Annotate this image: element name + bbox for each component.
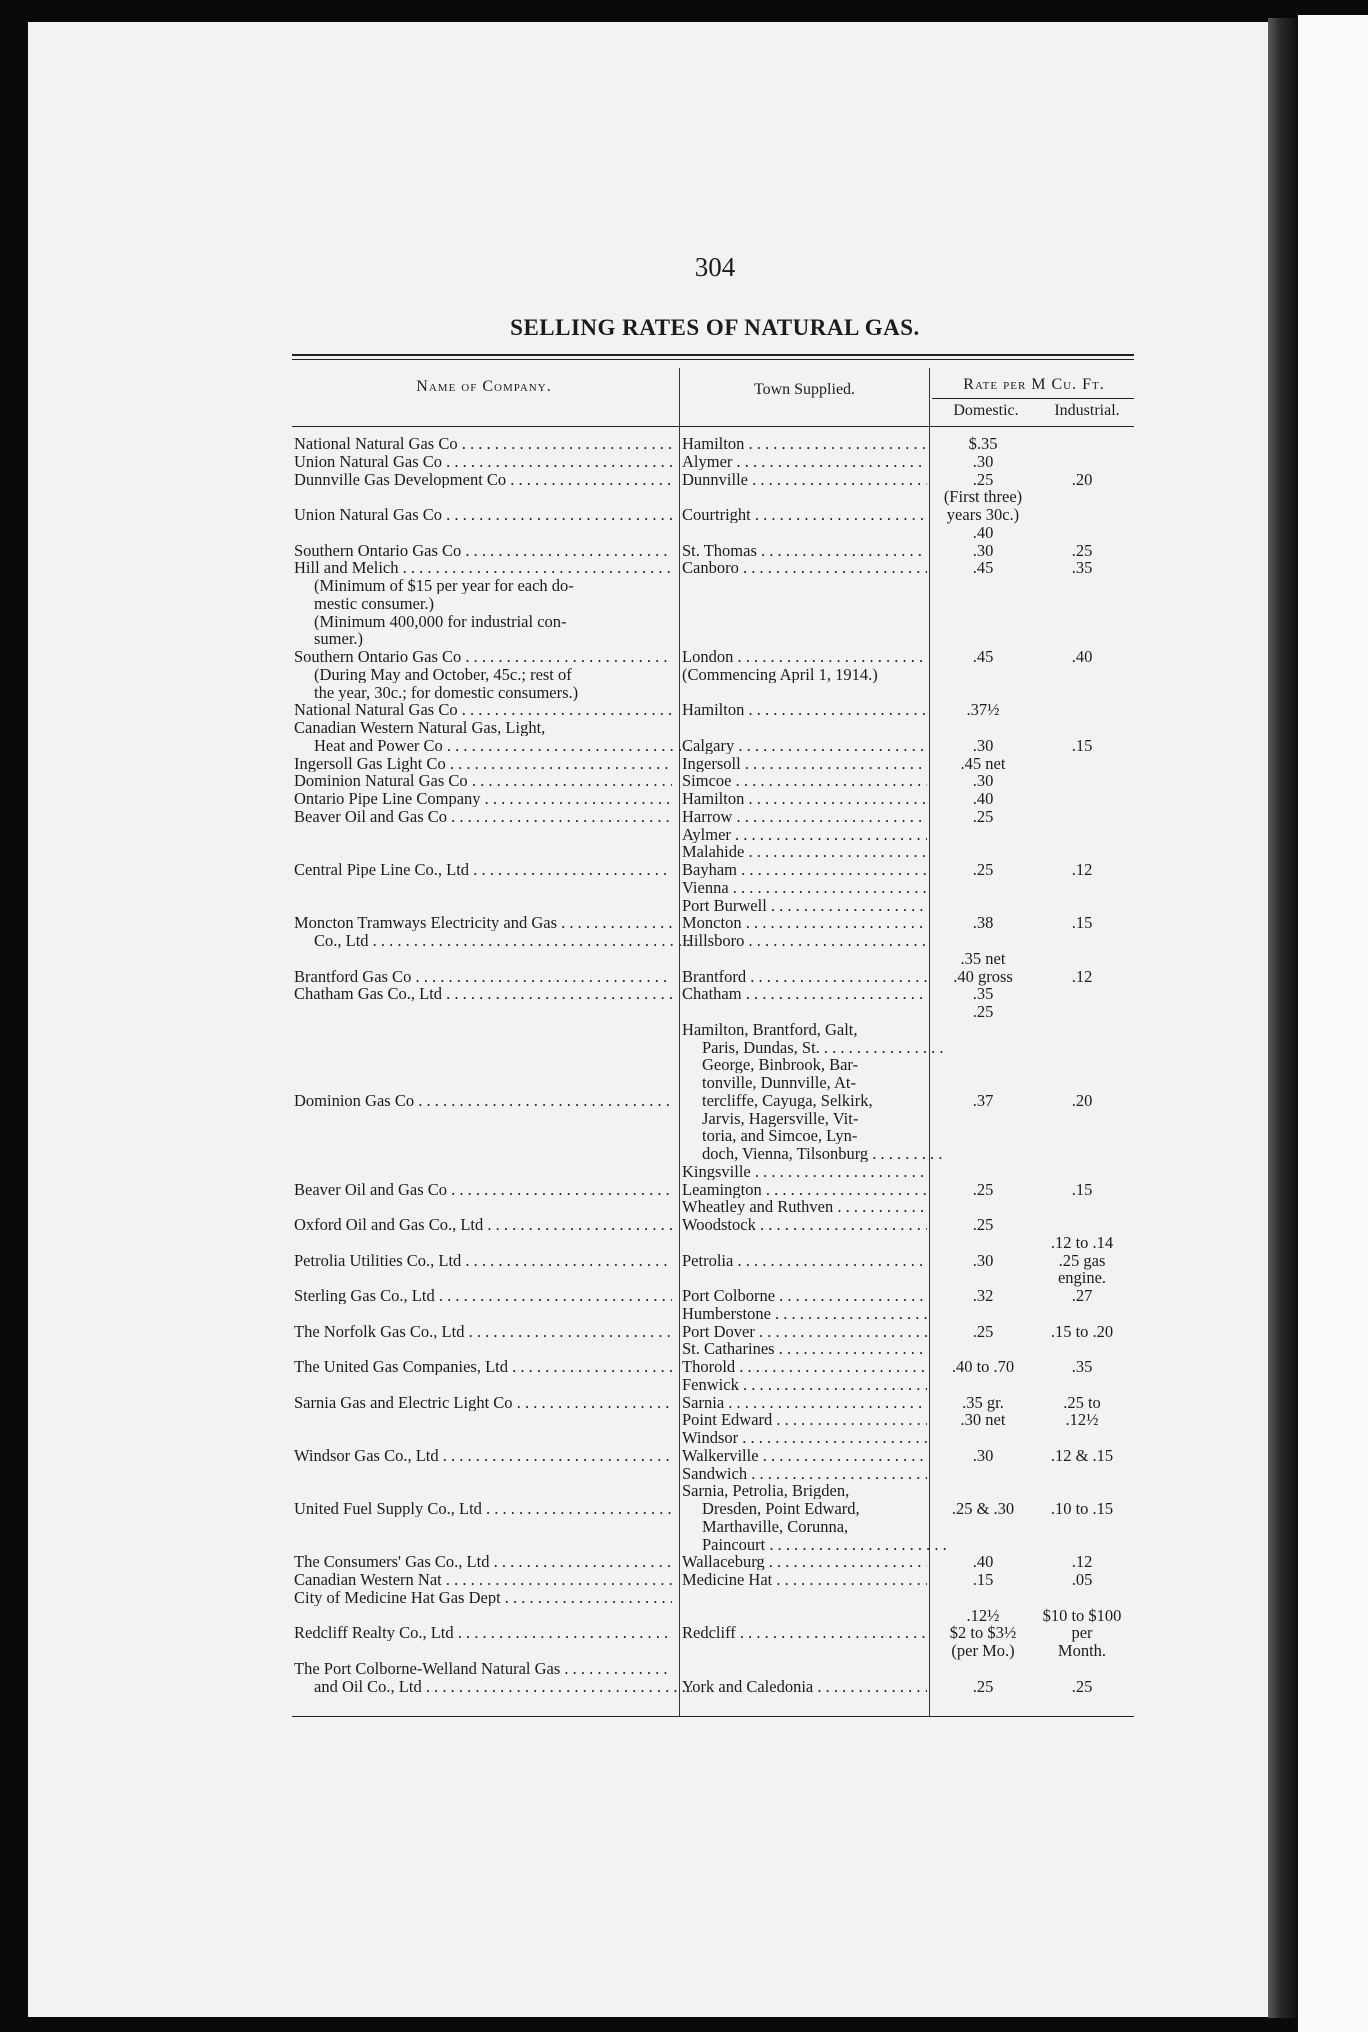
- page-title: SELLING RATES OF NATURAL GAS.: [510, 315, 920, 340]
- table-row: [0, 577, 1368, 594]
- industrial-rate-cell: .05: [1071, 1570, 1093, 1589]
- bottom-rule: [292, 1716, 1134, 1717]
- town-cell: Paincourt . . .: [682, 1536, 947, 1553]
- domestic-rate-cell: .30: [972, 771, 994, 791]
- table-row: [0, 1074, 1368, 1091]
- industrial-rate-cell: .25 to: [1063, 1392, 1101, 1412]
- industrial-rate-cell: .12: [1071, 966, 1093, 986]
- domestic-rate-cell: .35 net: [960, 948, 1006, 968]
- town-cell: St. Thomas . . .: [682, 542, 927, 559]
- table-row: [0, 790, 1368, 807]
- company-cell: Co., Ltd . . .: [294, 932, 692, 949]
- town-cell: Bayham . . .: [682, 861, 927, 878]
- table-row: [0, 1465, 1368, 1482]
- domestic-rate-cell: years 30c.): [946, 505, 1020, 524]
- domestic-rate-cell: .30: [972, 1250, 994, 1270]
- table-row: [0, 737, 1368, 754]
- table-row: [0, 613, 1368, 630]
- industrial-rate-cell: .27: [1071, 1286, 1093, 1305]
- industrial-rate-cell: $10 to $100: [1042, 1605, 1122, 1625]
- table-row: [0, 1305, 1368, 1322]
- company-cell: Southern Ontario Gas Co . . .: [294, 648, 672, 665]
- town-cell: Windsor . . .: [682, 1429, 927, 1446]
- top-rule-thin: [292, 359, 1134, 360]
- table-row: [0, 1287, 1368, 1304]
- company-cell: Chatham Gas Co., Ltd . . .: [294, 985, 672, 1002]
- industrial-rate-cell: .25: [1071, 540, 1093, 560]
- town-cell: Vienna . . .: [682, 879, 927, 896]
- company-cell: (Minimum of $15 per year for each do-: [314, 577, 574, 594]
- company-cell: and Oil Co., Ltd . . .: [294, 1678, 692, 1695]
- town-cell: Thorold . . .: [682, 1358, 927, 1375]
- domestic-rate-cell: .25: [972, 1179, 994, 1199]
- domestic-rate-cell: .40 to .70: [951, 1357, 1015, 1376]
- industrial-rate-cell: .15: [1071, 913, 1093, 933]
- table-row: [0, 1323, 1368, 1340]
- table-row: [0, 595, 1368, 612]
- table-row: [0, 1003, 1368, 1020]
- town-cell: Wallaceburg . . .: [682, 1553, 927, 1570]
- industrial-rate-cell: per: [1071, 1623, 1093, 1643]
- town-cell: Canboro . . .: [682, 559, 927, 576]
- company-cell: The Port Colborne-Welland Natural Gas . . .: [294, 1660, 672, 1677]
- town-cell: Malahide . . .: [682, 843, 927, 860]
- table-row: [0, 542, 1368, 559]
- table-row: [0, 1110, 1368, 1127]
- table-row: [0, 1198, 1368, 1215]
- table-row: [0, 1092, 1368, 1109]
- town-cell: Point Edward . . .: [682, 1411, 927, 1428]
- industrial-rate-cell: .20: [1071, 1090, 1093, 1110]
- company-cell: City of Medicine Hat Gas Dept . . .: [294, 1589, 672, 1606]
- town-cell: Moncton . . .: [682, 914, 927, 931]
- top-rule: [292, 354, 1134, 356]
- town-cell: Leamington . . .: [682, 1181, 927, 1198]
- table-row: [0, 1660, 1368, 1677]
- company-cell: Southern Ontario Gas Co . . .: [294, 542, 672, 559]
- town-cell: Port Dover . . .: [682, 1323, 927, 1340]
- industrial-rate-cell: .12 to .14: [1050, 1232, 1114, 1252]
- rate-header-rule: [932, 398, 1134, 399]
- company-cell: United Fuel Supply Co., Ltd . . .: [294, 1500, 672, 1517]
- domestic-rate-cell: .30: [972, 735, 994, 755]
- table-row: [0, 772, 1368, 789]
- town-cell: Kingsville . . .: [682, 1163, 927, 1180]
- company-cell: Ontario Pipe Line Company . . .: [294, 790, 672, 807]
- table-row: [0, 488, 1368, 505]
- town-cell: Wheatley and Ruthven . . .: [682, 1198, 927, 1215]
- table-row: [0, 684, 1368, 701]
- table-row: [0, 932, 1368, 949]
- company-cell: Union Natural Gas Co . . .: [294, 453, 672, 470]
- table-row: [0, 950, 1368, 967]
- industrial-rate-cell: .10 to .15: [1050, 1499, 1114, 1518]
- town-cell: Simcoe . . .: [682, 772, 927, 789]
- town-cell: doch, Vienna, Tilsonburg . . .: [682, 1145, 947, 1162]
- company-cell: Hill and Melich . . .: [294, 559, 672, 576]
- town-cell: Fenwick . . .: [682, 1376, 927, 1393]
- company-cell: Canadian Western Nat . . .: [294, 1571, 672, 1588]
- table-row: [0, 861, 1368, 878]
- company-cell: Moncton Tramways Electricity and Gas . . .: [294, 914, 672, 931]
- header-industrial: Industrial.: [1054, 402, 1120, 419]
- table-row: [0, 506, 1368, 523]
- town-cell: Chatham . . .: [682, 985, 927, 1002]
- town-cell: Aylmer . . .: [682, 826, 927, 843]
- domestic-rate-cell: .40: [972, 1552, 994, 1572]
- table-row: [0, 1252, 1368, 1269]
- table-row: [0, 1216, 1368, 1233]
- town-cell: Hamilton . . .: [682, 435, 927, 452]
- domestic-rate-cell: .30: [972, 451, 994, 471]
- town-cell: Dresden, Point Edward,: [702, 1500, 860, 1517]
- table-row: [0, 1269, 1368, 1286]
- company-cell: Union Natural Gas Co . . .: [294, 506, 672, 523]
- table-row: [0, 826, 1368, 843]
- table-row: [0, 879, 1368, 896]
- domestic-rate-cell: .30: [972, 1445, 994, 1465]
- company-cell: Heat and Power Co . . .: [294, 737, 692, 754]
- industrial-rate-cell: .12 & .15: [1050, 1445, 1114, 1465]
- domestic-rate-cell: .32: [972, 1286, 994, 1305]
- town-cell: Sarnia, Petrolia, Brigden,: [682, 1482, 850, 1500]
- company-cell: Redcliff Realty Co., Ltd . . .: [294, 1624, 672, 1641]
- domestic-rate-cell: .40: [972, 522, 994, 542]
- header-domestic: Domestic.: [953, 402, 1019, 419]
- domestic-rate-cell: .25: [972, 1321, 994, 1341]
- table-row: [0, 701, 1368, 718]
- table-row: [0, 985, 1368, 1002]
- table-row: [0, 719, 1368, 736]
- town-cell: Marthaville, Corunna,: [702, 1517, 849, 1535]
- table-row: [0, 1021, 1368, 1038]
- town-cell: Harrow . . .: [682, 808, 927, 825]
- town-cell: Medicine Hat . . .: [682, 1571, 927, 1588]
- table-row: [0, 1536, 1368, 1553]
- company-cell: The Norfolk Gas Co., Ltd . . .: [294, 1323, 672, 1340]
- town-cell: Petrolia . . .: [682, 1252, 927, 1269]
- domestic-rate-cell: .25: [972, 806, 994, 826]
- company-cell: Ingersoll Gas Light Co . . .: [294, 755, 672, 772]
- industrial-rate-cell: .25: [1071, 1676, 1093, 1696]
- domestic-rate-cell: .40 gross: [953, 966, 1013, 986]
- industrial-rate-cell: .35: [1071, 558, 1093, 578]
- industrial-rate-cell: .12: [1071, 860, 1093, 879]
- company-cell: National Natural Gas Co . . .: [294, 435, 672, 452]
- domestic-rate-cell: .25 & .30: [951, 1499, 1015, 1518]
- town-cell: Paris, Dundas, St. . . .: [682, 1039, 947, 1056]
- town-cell: tercliffe, Cayuga, Selkirk,: [702, 1091, 873, 1109]
- table-row: [0, 648, 1368, 665]
- town-cell: (Commencing April 1, 1914.): [682, 665, 878, 683]
- table-row: [0, 914, 1368, 931]
- domestic-rate-cell: (First three): [943, 487, 1023, 507]
- town-cell: Alymer . . .: [682, 453, 927, 470]
- table-row: [0, 1518, 1368, 1535]
- domestic-rate-cell: .37½: [966, 700, 1000, 720]
- town-cell: Brantford . . .: [682, 968, 927, 985]
- town-cell: Redcliff . . .: [682, 1624, 927, 1641]
- company-cell: The Consumers' Gas Co., Ltd . . .: [294, 1553, 672, 1570]
- table-row: [0, 435, 1368, 452]
- domestic-rate-cell: .15: [972, 1570, 994, 1589]
- town-cell: Humberstone . . .: [682, 1305, 927, 1322]
- table-row: [0, 1056, 1368, 1073]
- table-row: [0, 755, 1368, 772]
- industrial-rate-cell: .35: [1071, 1357, 1093, 1376]
- domestic-rate-cell: .25: [972, 1002, 994, 1021]
- town-cell: London . . .: [682, 648, 927, 665]
- domestic-rate-cell: .12½: [966, 1605, 1000, 1625]
- domestic-rate-cell: .30 net: [960, 1410, 1006, 1430]
- table-row: [0, 630, 1368, 647]
- company-cell: Brantford Gas Co . . .: [294, 968, 672, 985]
- industrial-rate-cell: .25 gas: [1058, 1250, 1106, 1270]
- domestic-rate-cell: .45: [972, 647, 994, 666]
- header-company: Name of Company.: [416, 378, 552, 395]
- town-cell: Calgary . . .: [682, 737, 927, 754]
- table-row: [0, 1358, 1368, 1375]
- table-row: [0, 1127, 1368, 1144]
- table-row: [0, 1642, 1368, 1659]
- company-cell: Sarnia Gas and Electric Light Co . . .: [294, 1394, 672, 1411]
- domestic-rate-cell: .45 net: [960, 753, 1006, 773]
- town-cell: Sarnia . . .: [682, 1394, 927, 1411]
- company-cell: mestic consumer.): [314, 594, 435, 612]
- industrial-rate-cell: .15 to .20: [1050, 1321, 1114, 1341]
- header-town: Town Supplied.: [753, 381, 856, 398]
- table-row: [0, 1624, 1368, 1641]
- table-row: [0, 1411, 1368, 1428]
- domestic-rate-cell: .35: [972, 984, 994, 1004]
- table-row: [0, 808, 1368, 825]
- industrial-rate-cell: .15: [1071, 1179, 1093, 1199]
- town-cell: George, Binbrook, Bar-: [702, 1056, 859, 1074]
- table-row: [0, 1553, 1368, 1570]
- domestic-rate-cell: .40: [972, 789, 994, 808]
- industrial-rate-cell: .12: [1071, 1552, 1093, 1572]
- company-cell: (During May and October, 45c.; rest of: [314, 665, 572, 683]
- table-row: [0, 1447, 1368, 1464]
- table-row: [0, 1482, 1368, 1499]
- company-cell: Dunnville Gas Development Co . . .: [294, 471, 672, 488]
- table-row: [0, 1234, 1368, 1251]
- table-row: [0, 559, 1368, 576]
- town-cell: Ingersoll . . .: [682, 755, 927, 772]
- table-row: [0, 1429, 1368, 1446]
- table-row: [0, 1571, 1368, 1588]
- table-row: [0, 968, 1368, 985]
- table-row: [0, 1607, 1368, 1624]
- domestic-rate-cell: .25: [972, 860, 994, 879]
- town-cell: Jarvis, Hagersville, Vit-: [702, 1109, 859, 1127]
- table-row: [0, 524, 1368, 541]
- table-row: [0, 1340, 1368, 1357]
- header-rate: Rate per M Cu. Ft.: [963, 376, 1105, 393]
- domestic-rate-cell: .25: [972, 469, 994, 489]
- domestic-rate-cell: .45: [972, 558, 994, 578]
- table-row: [0, 471, 1368, 488]
- table-row: [0, 666, 1368, 683]
- industrial-rate-cell: .12½: [1065, 1410, 1099, 1430]
- industrial-rate-cell: Month.: [1057, 1641, 1107, 1660]
- company-cell: Dominion Gas Co . . .: [294, 1092, 672, 1109]
- domestic-rate-cell: .25: [972, 1215, 994, 1234]
- domestic-rate-cell: (per Mo.): [951, 1641, 1015, 1660]
- town-cell: Hamilton, Brantford, Galt,: [682, 1020, 858, 1038]
- town-cell: tonville, Dunnville, At-: [702, 1074, 856, 1091]
- company-cell: sumer.): [314, 630, 364, 648]
- domestic-rate-cell: .38: [972, 913, 994, 933]
- company-cell: Sterling Gas Co., Ltd . . .: [294, 1287, 672, 1304]
- company-cell: Beaver Oil and Gas Co . . .: [294, 808, 672, 825]
- table-row: [0, 843, 1368, 860]
- company-cell: Dominion Natural Gas Co . . .: [294, 772, 672, 789]
- town-cell: York and Caledonia . . .: [682, 1678, 927, 1695]
- company-cell: The United Gas Companies, Ltd . . .: [294, 1358, 672, 1375]
- company-cell: the year, 30c.; for domestic consumers.): [314, 683, 579, 701]
- company-cell: Canadian Western Natural Gas, Light,: [294, 719, 546, 736]
- town-cell: Hillsboro . . .: [682, 932, 927, 949]
- table-row: [0, 1039, 1368, 1056]
- town-cell: Hamilton . . .: [682, 790, 927, 807]
- domestic-rate-cell: .35 gr.: [962, 1392, 1004, 1412]
- table-row: [0, 1500, 1368, 1517]
- town-cell: Hamilton . . .: [682, 701, 927, 718]
- table-row: [0, 1376, 1368, 1393]
- town-cell: toria, and Simcoe, Lyn-: [702, 1127, 858, 1145]
- company-cell: Oxford Oil and Gas Co., Ltd . . .: [294, 1216, 672, 1233]
- company-cell: Beaver Oil and Gas Co . . .: [294, 1181, 672, 1198]
- table-row: [0, 453, 1368, 470]
- domestic-rate-cell: .30: [972, 540, 994, 560]
- town-cell: Port Burwell . . .: [682, 897, 927, 914]
- industrial-rate-cell: .20: [1071, 469, 1093, 489]
- table-row: [0, 1163, 1368, 1180]
- town-cell: Walkerville . . .: [682, 1447, 927, 1464]
- industrial-rate-cell: .15: [1071, 735, 1093, 755]
- industrial-rate-cell: engine.: [1057, 1268, 1107, 1288]
- town-cell: Woodstock . . .: [682, 1216, 927, 1233]
- company-cell: Petrolia Utilities Co., Ltd . . .: [294, 1252, 672, 1269]
- company-cell: Windsor Gas Co., Ltd . . .: [294, 1447, 672, 1464]
- table-row: [0, 1145, 1368, 1162]
- company-cell: National Natural Gas Co . . .: [294, 701, 672, 718]
- company-cell: (Minimum 400,000 for industrial con-: [314, 612, 567, 630]
- domestic-rate-cell: $.35: [968, 434, 998, 453]
- industrial-rate-cell: .40: [1071, 647, 1093, 666]
- domestic-rate-cell: $2 to $3½: [949, 1623, 1017, 1643]
- table-row: [0, 1181, 1368, 1198]
- town-cell: Port Colborne . . .: [682, 1287, 927, 1304]
- town-cell: Sandwich . . .: [682, 1465, 927, 1482]
- town-cell: St. Catharines . . .: [682, 1340, 927, 1357]
- town-cell: Courtright . . .: [682, 506, 927, 523]
- table-row: [0, 1678, 1368, 1695]
- table-row: [0, 1589, 1368, 1606]
- domestic-rate-cell: .37: [972, 1090, 994, 1110]
- domestic-rate-cell: .25: [972, 1676, 994, 1696]
- town-cell: Dunnville . . .: [682, 471, 927, 488]
- table-row: [0, 897, 1368, 914]
- table-row: [0, 1394, 1368, 1411]
- header-rule: [292, 426, 1134, 427]
- page-number: 304: [694, 252, 736, 282]
- company-cell: Central Pipe Line Co., Ltd . . .: [294, 861, 672, 878]
